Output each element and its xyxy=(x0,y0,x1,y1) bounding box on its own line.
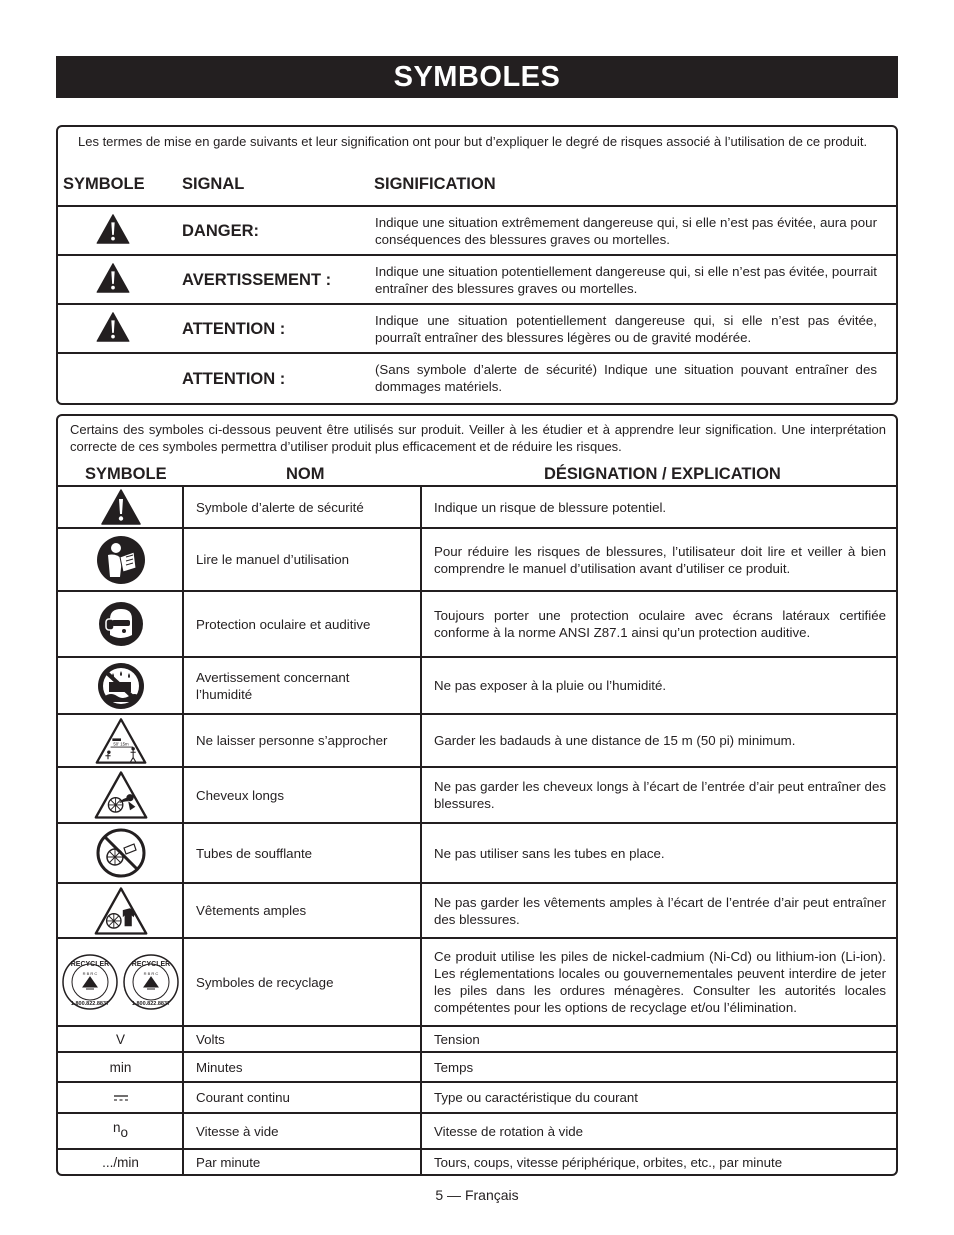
symbol-explanation: Ne pas garder les vêtements amples à l’écart de l’entrée d’air peut entraîner des blessures. xyxy=(434,894,886,927)
symbol-name: Protection oculaire et auditive xyxy=(196,616,371,632)
table-row xyxy=(58,1083,896,1112)
table-row xyxy=(58,487,896,527)
seal-bottom-text: 1.800.822.8837 xyxy=(131,1001,171,1007)
symbol-explanation: Ne pas garder les cheveux longs à l’écart de l’entrée d’air peut entraîner des blessures. xyxy=(434,779,886,811)
symbol-explanation: Garder les badauds à une distance de 15 m (50 pi) minimum. xyxy=(434,733,796,748)
symbol-explanation: Vitesse de rotation à vide xyxy=(434,1123,584,1139)
read-manual-icon xyxy=(96,535,146,585)
long-hair-icon xyxy=(94,770,148,820)
seal-mid-text: R B R C xyxy=(82,971,98,976)
table-row xyxy=(58,824,896,882)
recycle-seal-icon xyxy=(122,953,180,1011)
signal-attention-meaning: Indique une situation potentiellement dangereuse qui, si elle n’est pas évitée, pourraît entraîner des blessures légères ou de gravité modérée. xyxy=(375,313,877,345)
symbol-explanation: Indique un risque de blessure potentiel. xyxy=(434,499,667,515)
symbol-explanation: Tours, coups, vitesse périphérique, orbites, etc., par minute xyxy=(434,1154,783,1170)
symbols-panel xyxy=(56,414,898,1176)
no-wet-conditions-icon xyxy=(97,662,145,710)
recycle-seal-icon xyxy=(61,953,119,1011)
table-row xyxy=(58,768,896,822)
signal-avertissement-meaning: Indique une situation potentiellement dangereuse qui, si elle n’est pas évitée, pourrait entraîner des blessures graves ou mortelles. xyxy=(375,264,877,296)
table-row xyxy=(58,592,896,656)
symbol-name: Minutes xyxy=(196,1059,243,1075)
header-signal: SIGNAL xyxy=(182,175,245,193)
symbol-main: n xyxy=(112,1119,121,1135)
symbol-text: .../min xyxy=(102,1154,139,1170)
seal-top-text: RECYCLER xyxy=(70,961,110,968)
symbol-explanation: Ne pas utiliser sans les tubes en place. xyxy=(434,845,665,861)
no-load-speed-symbol xyxy=(58,1114,183,1148)
signal-attention-property: ATTENTION : xyxy=(182,370,286,388)
symbol-name: Lire le manuel d’utilisation xyxy=(196,552,349,567)
seal-mid-text: R B R C xyxy=(143,971,159,976)
loose-clothing-icon xyxy=(94,886,148,936)
distance-label: 50' 15m xyxy=(112,740,129,746)
symbol-sub: o xyxy=(120,1124,129,1140)
signal-attention-property-meaning: (Sans symbole d’alerte de sécurité) Indique une situation pouvant entraîner des dommages matériels. xyxy=(375,362,877,394)
header-explanation: DÉSIGNATION / EXPLICATION xyxy=(544,465,781,483)
signal-avertissement: AVERTISSEMENT : xyxy=(182,271,332,289)
symbol-text: V xyxy=(115,1031,125,1047)
symbol-name: Cheveux longs xyxy=(196,787,284,803)
table-row xyxy=(58,715,896,766)
symbol-name: Tubes de soufflante xyxy=(196,845,313,861)
symbol-explanation: Type ou caractéristique du courant xyxy=(434,1090,639,1105)
signal-danger: DANGER: xyxy=(182,222,259,240)
table-row xyxy=(58,529,896,590)
eye-ear-protection-icon xyxy=(98,601,144,647)
symbol-explanation: Temps xyxy=(434,1059,474,1075)
blower-tubes-icon xyxy=(96,828,146,878)
safety-alert-icon xyxy=(101,489,141,525)
signal-words-panel xyxy=(56,125,898,405)
symbols-intro: Certains des symboles ci-dessous peuvent être utilisés sur produit. Veiller à les étudier et à apprendre leur signification. Une interprétation correcte de ces symboles permettra d’utiliser produit plus efficacement et de réduire les risques. xyxy=(70,422,886,454)
symbol-name: Symboles de recyclage xyxy=(196,974,334,990)
symbol-text: min xyxy=(109,1059,132,1075)
symbol-name: Ne laisser personne s’approcher xyxy=(196,733,388,748)
table-row xyxy=(58,1027,896,1051)
signal-danger-meaning: Indique une situation extrêmement dangereuse qui, si elle n’est pas évitée, aura pour conséquences des blessures graves ou mortelles. xyxy=(375,215,877,247)
seal-top-text: RECYCLER xyxy=(131,961,171,968)
table-row xyxy=(58,1114,896,1148)
signal-attention: ATTENTION : xyxy=(182,320,286,338)
symbol-name: Volts xyxy=(196,1031,225,1047)
header-meaning: SIGNIFICATION xyxy=(374,175,496,193)
symbol-name: Symbole d’alerte de sécurité xyxy=(196,499,364,515)
seal-bottom-text: 1.800.822.8837 xyxy=(70,1001,110,1007)
direct-current-icon xyxy=(113,1093,129,1103)
table-row xyxy=(58,1053,896,1081)
symbol-explanation: Tension xyxy=(434,1031,480,1047)
table-row xyxy=(58,939,896,1025)
table-row xyxy=(58,1150,896,1174)
warning-triangle-icon xyxy=(96,263,130,293)
symbol-explanation: Ne pas exposer à la pluie ou l’humidité. xyxy=(434,678,667,693)
warning-triangle-icon xyxy=(96,312,130,342)
page-footer: 5 — Français xyxy=(435,1187,519,1203)
header-name: NOM xyxy=(286,465,325,483)
header-symbol: SYMBOLE xyxy=(85,465,167,483)
warning-triangle-icon xyxy=(96,214,130,244)
signal-intro: Les termes de mise en garde suivants et leur signification ont pour but d’expliquer le degré de risques associé à l’utilisation de ce produit. xyxy=(78,134,868,149)
table-row xyxy=(58,884,896,937)
keep-bystanders-away-icon xyxy=(95,717,147,765)
symbol-explanation: Ce produit utilise les piles de nickel-cadmium (Ni-Cd) ou lithium-ion (Li-ion). Les réglementations locales ou gouvernementales peuvent interdire de jeter les piles dans les ordures ménagères. Consulter les autorités locales compétentes pour les options de recyclage et/ou l’élimination. xyxy=(434,949,886,1015)
symbol-explanation: Pour réduire les risques de blessures, l’utilisateur doit lire et veiller à bien comprendre le manuel d’utilisation avant d’utiliser ce produit. xyxy=(434,543,886,576)
page-title: SYMBOLES xyxy=(56,56,898,98)
symbol-explanation: Toujours porter une protection oculaire avec écrans latéraux certifiée conforme à la norme ANSI Z87.1 ainsi qu’un protection auditive. xyxy=(434,608,886,640)
symbol-name: Vêtements amples xyxy=(196,903,307,918)
symbol-name: Vitesse à vide xyxy=(196,1123,279,1139)
symbol-name: Par minute xyxy=(196,1154,261,1170)
symbol-name: Courant continu xyxy=(196,1090,290,1105)
table-row xyxy=(58,658,896,713)
header-symbol: SYMBOLE xyxy=(63,175,145,193)
symbol-name: Avertissement concernant l’humidité xyxy=(196,669,350,702)
